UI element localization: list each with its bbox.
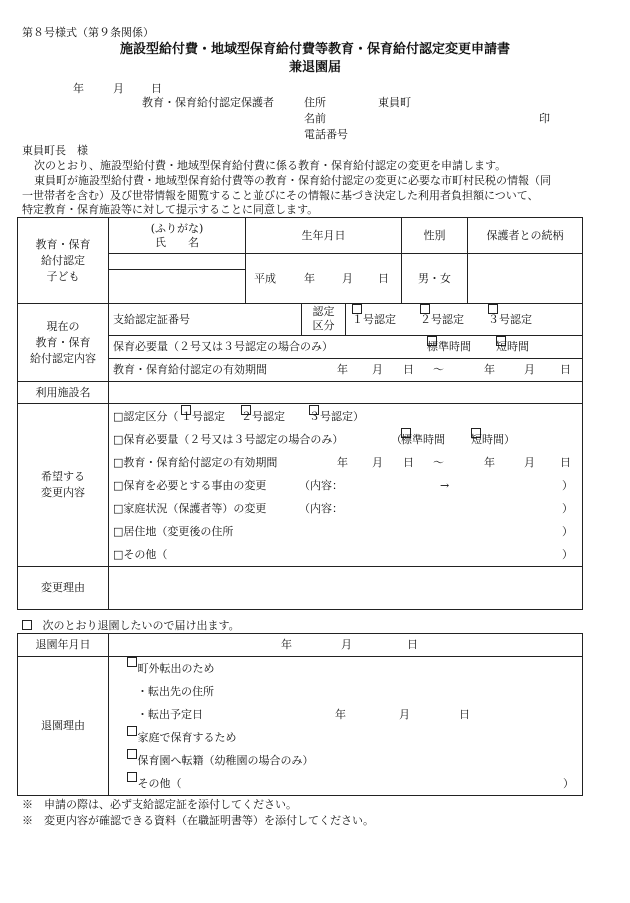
- withdraw-reason-home[interactable]: 家庭で保育するため: [113, 726, 578, 749]
- withdraw-reason-transfer[interactable]: 保育園へ転籍（幼稚園の場合のみ）: [113, 749, 578, 772]
- change-row-other[interactable]: □その他（ ）: [113, 547, 573, 561]
- withdraw-reason-label: 退園理由: [18, 657, 109, 796]
- guardian-label: 教育・保育給付認定保護者: [142, 96, 274, 109]
- child-relation-header: 保護者との続柄: [468, 218, 583, 254]
- change-row-reason[interactable]: □保育を必要とする事由の変更 （内容： → ）: [113, 478, 573, 492]
- withdraw-notice[interactable]: 次のとおり退園したいので届け出ます。: [22, 619, 240, 632]
- child-relation-field[interactable]: [468, 254, 583, 304]
- date-year: 年: [73, 82, 84, 95]
- child-furigana-field[interactable]: [109, 254, 246, 270]
- current-validity-row: 教育・保育給付認定の有効期間 年 月 日 〜 年 月 日: [109, 359, 583, 382]
- change-row-residence[interactable]: □居住地（変更後の住所 ）: [113, 524, 573, 538]
- note-1: ※ 申請の際は、必ず支給認定証を添付してください。: [22, 798, 297, 811]
- change-row-family[interactable]: □家庭状況（保護者等）の変更 （内容： ）: [113, 501, 573, 515]
- guardian-phone-label: 電話番号: [304, 128, 348, 141]
- addressee: 東員町長 様: [22, 144, 88, 157]
- withdraw-move-date: ・転出予定日 年 月 日: [137, 708, 470, 721]
- application-table: [17, 217, 583, 610]
- child-sex-header: 性別: [402, 218, 468, 254]
- guardian-town: 東員町: [378, 96, 411, 109]
- intro-paragraph-2a: 東員町が施設型給付費・地域型保育給付費等の教育・保育給付認定の変更に必要な市町村民税の情報（同: [34, 174, 551, 187]
- child-label-cell: 教育・保育 給付認定 子ども: [18, 218, 109, 304]
- current-label-cell: 現在の 教育・保育 給付認定内容: [18, 304, 109, 382]
- withdraw-reason-cell: [109, 657, 583, 796]
- form-number: 第８号様式（第９条関係）: [22, 26, 154, 39]
- category-cell: 認定 区分 １号認定 ２号認定 ３号認定: [302, 304, 583, 336]
- facility-field[interactable]: [109, 382, 583, 404]
- intro-paragraph-2c: 特定教育・保育施設等に対して提示することに同意します。: [22, 203, 319, 216]
- change-label-cell: 希望する 変更内容: [18, 404, 109, 567]
- guardian-address-label: 住所: [304, 96, 326, 109]
- intro-paragraph-2b: 一世帯者を含む）及び世帯情報を閲覧すること並びにその情報に基づき決定した利用者負担額について、: [22, 189, 539, 202]
- child-dob-header: 生年月日: [246, 218, 402, 254]
- guardian-name-label: 名前: [304, 112, 326, 125]
- cert-number-cell[interactable]: 支給認定証番号: [109, 304, 302, 336]
- note-2: ※ 変更内容が確認できる資料（在職証明書等）を添付してください。: [22, 814, 374, 827]
- child-sex-field[interactable]: 男・女: [402, 254, 468, 304]
- change-row-category[interactable]: □認定区分（ １号認定 ２号認定 ３号認定）: [113, 405, 578, 428]
- withdraw-date-field[interactable]: 年 月 日: [109, 634, 583, 657]
- change-reason-field[interactable]: [109, 567, 583, 610]
- form-title: 施設型給付費・地域型保育給付費等教育・保育給付認定変更申請書: [119, 42, 510, 57]
- seal-mark: 印: [539, 112, 550, 125]
- withdraw-move-address: ・転出先の住所: [137, 685, 214, 698]
- form-subtitle: 兼退園届: [288, 60, 341, 75]
- withdraw-date-label: 退園年月日: [18, 634, 109, 657]
- current-need-row: 保育必要量（２号又は３号認定の場合のみ） 標準時間 短時間: [109, 336, 583, 359]
- withdraw-table: [17, 633, 583, 796]
- withdraw-reason-move[interactable]: 町外転出のため: [113, 657, 578, 680]
- change-row-validity[interactable]: □教育・保育給付認定の有効期間 年 月 日 〜 年 月 日: [113, 455, 571, 469]
- change-content-cell: [109, 404, 583, 567]
- withdraw-checkbox: [22, 620, 32, 630]
- change-row-need[interactable]: □保育必要量（２号又は３号認定の場合のみ） （ 標準時間 短時間）: [113, 428, 578, 451]
- child-dob-field[interactable]: 平成 年 月 日: [246, 254, 402, 304]
- date-month: 月: [113, 82, 124, 95]
- date-day: 日: [151, 82, 162, 95]
- facility-label: 利用施設名: [18, 382, 109, 404]
- child-name-header: (ふりがな) 氏 名: [109, 218, 246, 254]
- withdraw-reason-other[interactable]: その他（ ）: [113, 772, 578, 795]
- intro-paragraph-1: 次のとおり、施設型給付費・地域型保育給付費に係る教育・保育給付認定の変更を申請します。: [34, 159, 507, 172]
- change-reason-label: 変更理由: [18, 567, 109, 610]
- child-name-field[interactable]: [109, 270, 246, 304]
